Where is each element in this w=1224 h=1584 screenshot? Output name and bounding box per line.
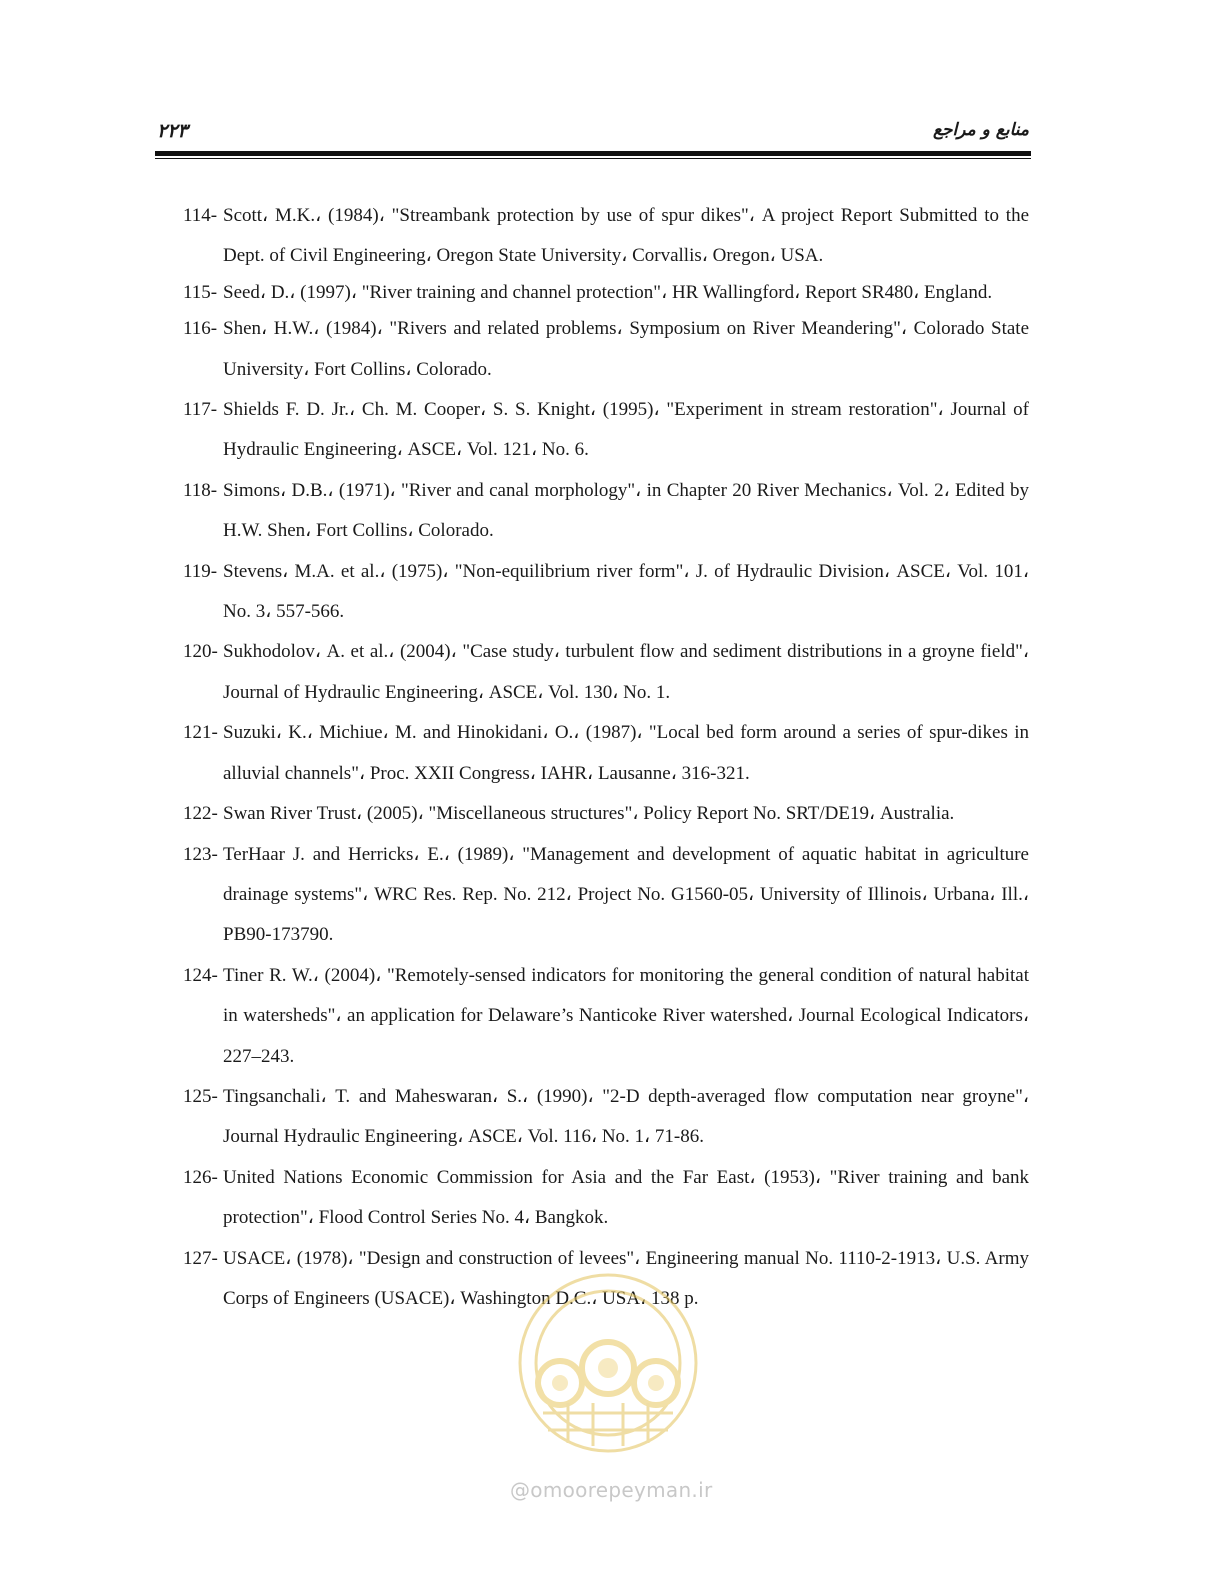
reference-number: 123- <box>183 843 218 865</box>
running-head: منابع و مراجع <box>932 120 1029 140</box>
reference-number: 125- <box>183 1085 218 1107</box>
reference-text: Simons، D.B.، (1971)، "River and canal morphology"، in Chapter 20 River Mechanics، Vol. 2، Edited by H.W. Shen، Fort Collins، Colorado. <box>223 479 1029 542</box>
reference-number: 126- <box>183 1166 218 1188</box>
reference-number: 120- <box>183 641 218 663</box>
reference-text: Suzuki، K.، Michiue، M. and Hinokidani، O.، (1987)، "Local bed form around a series of spur-dikes in alluvial channels"، Proc. XXII Congress، IAHR، Lausanne، 316-321. <box>223 722 1029 784</box>
reference-text: Sukhodolov، A. et al.، (2004)، "Case study، turbulent flow and sediment distributions in a groyne field"، Journal of Hydraulic Engineering، ASCE، Vol. 130، No. 1. <box>223 641 1029 703</box>
reference-item <box>183 713 1029 794</box>
reference-text: Shields F. D. Jr.، Ch. M. Cooper، S. S. Knight، (1995)، "Experiment in stream restoration"، Journal of Hydraulic Engineering، ASCE، Vol. 121، No. 6. <box>223 399 1029 461</box>
reference-item <box>183 1077 1029 1158</box>
reference-text: Stevens، M.A. et al.، (1975)، "Non-equilibrium river form"، J. of Hydraulic Division، ASCE، Vol. 101، No. 3، 557-566. <box>223 560 1029 623</box>
reference-text: United Nations Economic Commission for Asia and the Far East، (1953)، "River training and bank protection"، Flood Control Series No. 4، Bangkok. <box>223 1166 1029 1229</box>
page-header <box>155 118 1031 148</box>
reference-number: 119- <box>183 560 218 582</box>
reference-number: 115- <box>183 281 218 303</box>
reference-item <box>183 309 1029 390</box>
reference-number: 121- <box>183 722 218 744</box>
reference-text: Tingsanchali، T. and Maheswaran، S.، (1990)، "2-D depth-averaged flow computation near groyne"، Journal Hydraulic Engineering، ASCE، Vol. 116، No. 1، 71-86. <box>223 1085 1029 1148</box>
reference-number: 127- <box>183 1247 218 1269</box>
reference-number: 118- <box>183 479 218 501</box>
reference-item <box>183 471 1029 552</box>
page-number: ۲۲۳ <box>157 120 188 142</box>
reference-text: USACE، (1978)، "Design and construction of levees"، Engineering manual No. 1110-2-1913، U.S. Army Corps of Engineers (USACE)، Washington D.C.، USA، 138 p. <box>223 1247 1029 1309</box>
reference-item <box>183 632 1029 713</box>
reference-text: TerHaar J. and Herricks، E.، (1989)، "Management and development of aquatic habitat in agriculture drainage systems"، WRC Res. Rep. No. 212، Project No. G1560-05، University of Illinois، Urbana، Ill.، PB90-173790. <box>223 843 1029 946</box>
reference-list <box>183 196 1029 1319</box>
watermark-site: @omoorepeyman.ir <box>510 1478 713 1502</box>
reference-number: 122- <box>183 803 218 825</box>
reference-text: Tiner R. W.، (2004)، "Remotely-sensed indicators for monitoring the general condition of natural habitat in watersheds"، an application for Delaware’s Nanticoke River watershed، Journal Ecological Indicators، 227–243. <box>223 964 1029 1067</box>
reference-item <box>183 1158 1029 1239</box>
reference-number: 114- <box>183 205 218 226</box>
header-rule-thin <box>155 158 1031 159</box>
reference-text: Scott، M.K.، (1984)، "Streambank protection by use of spur dikes"، A project Report Submitted to the Dept. of Civil Engineering، Oregon State University، Corvallis، Oregon، USA. <box>223 205 1029 267</box>
reference-text: Seed، D.، (1997)، "River training and channel protection"، HR Wallingford، Report SR480، England. <box>223 281 993 303</box>
reference-item <box>183 390 1029 471</box>
header-rule-thick <box>155 151 1031 156</box>
reference-item <box>183 196 1029 277</box>
reference-number: 116- <box>183 318 218 340</box>
reference-item <box>183 794 1029 834</box>
reference-item <box>183 552 1029 633</box>
reference-item <box>183 835 1029 956</box>
reference-number: 117- <box>183 399 218 421</box>
reference-number: 124- <box>183 964 218 986</box>
reference-item <box>183 956 1029 1077</box>
reference-text: Shen، H.W.، (1984)، "Rivers and related problems، Symposium on River Meandering"، Colorado State University، Fort Collins، Colorado. <box>223 318 1029 380</box>
watermark-seal-icon <box>498 1268 718 1458</box>
reference-text: Swan River Trust، (2005)، "Miscellaneous structures"، Policy Report No. SRT/DE19، Australia. <box>223 803 955 825</box>
reference-item <box>183 273 1029 313</box>
